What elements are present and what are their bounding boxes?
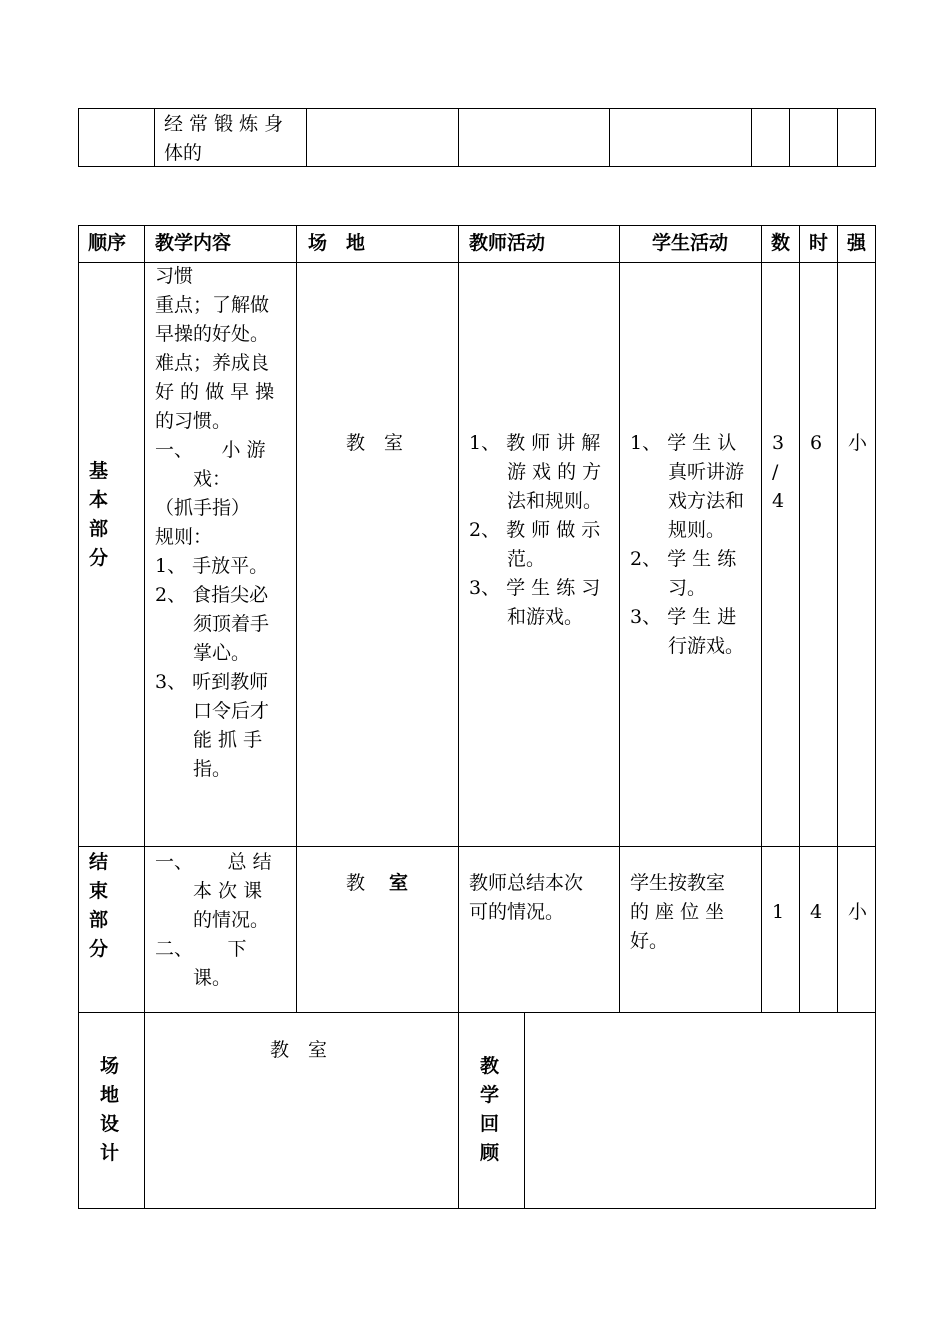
student-line: 好。 [630, 930, 669, 952]
header-student: 学生活动 [652, 232, 729, 254]
ending-content [155, 848, 272, 993]
student-line: 习。 [630, 577, 707, 599]
content-line: 戏： [155, 468, 232, 490]
content-line: 的情况。 [155, 909, 270, 931]
basic-venue: 教 室 [346, 432, 404, 454]
header-order: 顺序 [88, 232, 127, 254]
content-line: 口令后才 [155, 700, 270, 722]
content-line: 规则： [155, 526, 213, 548]
header-teacher: 教师活动 [469, 232, 546, 254]
content-line: 一、 小 游 [155, 439, 266, 461]
content-line: 早操的好处。 [155, 323, 270, 345]
content-line: 1、 手放平。 [155, 555, 269, 577]
teacher-line: 范。 [469, 548, 546, 570]
student-line: 2、 学 生 练 [630, 548, 737, 570]
header-content: 教学内容 [155, 232, 232, 254]
basic-intensity: 小 [848, 432, 868, 454]
ending-venue-a: 教 [346, 872, 366, 894]
student-line: 1、 学 生 认 [630, 432, 737, 454]
basic-content [155, 262, 274, 784]
content-line: （抓手指） [155, 497, 251, 519]
content-line: 重点；了解做 [155, 294, 270, 316]
teacher-line: 2、 教 师 做 示 [469, 519, 601, 541]
content-line: 课。 [155, 967, 232, 989]
ending-time: 4 [810, 901, 823, 923]
table1-content-line2: 体的 [164, 142, 203, 164]
content-line: 须顶着手 [155, 613, 270, 635]
basic-count-2: / [772, 461, 779, 483]
table1-content-line1: 经 常 锻 炼 身 [164, 113, 284, 135]
content-line: 本 次 课 [155, 880, 263, 902]
teacher-line: 可的情况。 [469, 901, 565, 923]
venue-design-value: 教 室 [270, 1039, 328, 1061]
venue-design-label: 场地设计 [100, 1055, 120, 1164]
ending-count: 1 [772, 901, 785, 923]
teaching-review-area[interactable] [525, 1013, 874, 1207]
student-line: 3、 学 生 进 [630, 606, 737, 628]
basic-student-activity [630, 429, 744, 661]
header-count: 数 [771, 232, 791, 254]
content-line: 的习惯。 [155, 410, 232, 432]
student-line: 戏方法和 [630, 490, 745, 512]
content-line: 习惯 [155, 265, 194, 287]
content-line: 掌心。 [155, 642, 251, 664]
ending-section-label: 结束部分 [89, 851, 109, 960]
teacher-line: 游 戏 的 方 [469, 461, 602, 483]
student-line: 的 座 位 坐 [630, 901, 725, 923]
content-line: 指。 [155, 758, 232, 780]
header-time: 时 [809, 232, 829, 254]
content-line: 能 抓 手 [155, 729, 263, 751]
basic-section-label: 基本部分 [89, 460, 109, 569]
teacher-line: 3、 学 生 练 习 [469, 577, 601, 599]
student-line: 行游戏。 [630, 635, 745, 657]
basic-count-1: 3 [772, 432, 785, 454]
student-line: 学生按教室 [630, 872, 726, 894]
ending-intensity: 小 [848, 901, 868, 923]
ending-student-activity [630, 869, 725, 956]
content-line: 好 的 做 早 操 [155, 381, 275, 403]
content-line: 二、 下 [155, 938, 247, 960]
basic-count-3: 4 [772, 490, 785, 512]
content-line: 难点；养成良 [155, 352, 270, 374]
student-line: 规则。 [630, 519, 726, 541]
ending-venue-b: 室 [389, 872, 409, 894]
content-line: 一、 总 结 [155, 851, 272, 873]
basic-teacher-activity [469, 429, 602, 632]
student-line: 真听讲游 [630, 461, 745, 483]
basic-time: 6 [810, 432, 823, 454]
teacher-line: 教师总结本次 [469, 872, 584, 894]
header-venue: 场 地 [308, 232, 366, 254]
teacher-line: 法和规则。 [469, 490, 603, 512]
teacher-line: 和游戏。 [469, 606, 584, 628]
teacher-line: 1、 教 师 讲 解 [469, 432, 601, 454]
ending-teacher-activity [469, 869, 583, 927]
teaching-review-label: 教学回顾 [480, 1055, 500, 1164]
content-line: 2、 食指尖必 [155, 584, 269, 606]
content-line: 3、 听到教师 [155, 671, 269, 693]
header-intensity: 强 [847, 232, 867, 254]
